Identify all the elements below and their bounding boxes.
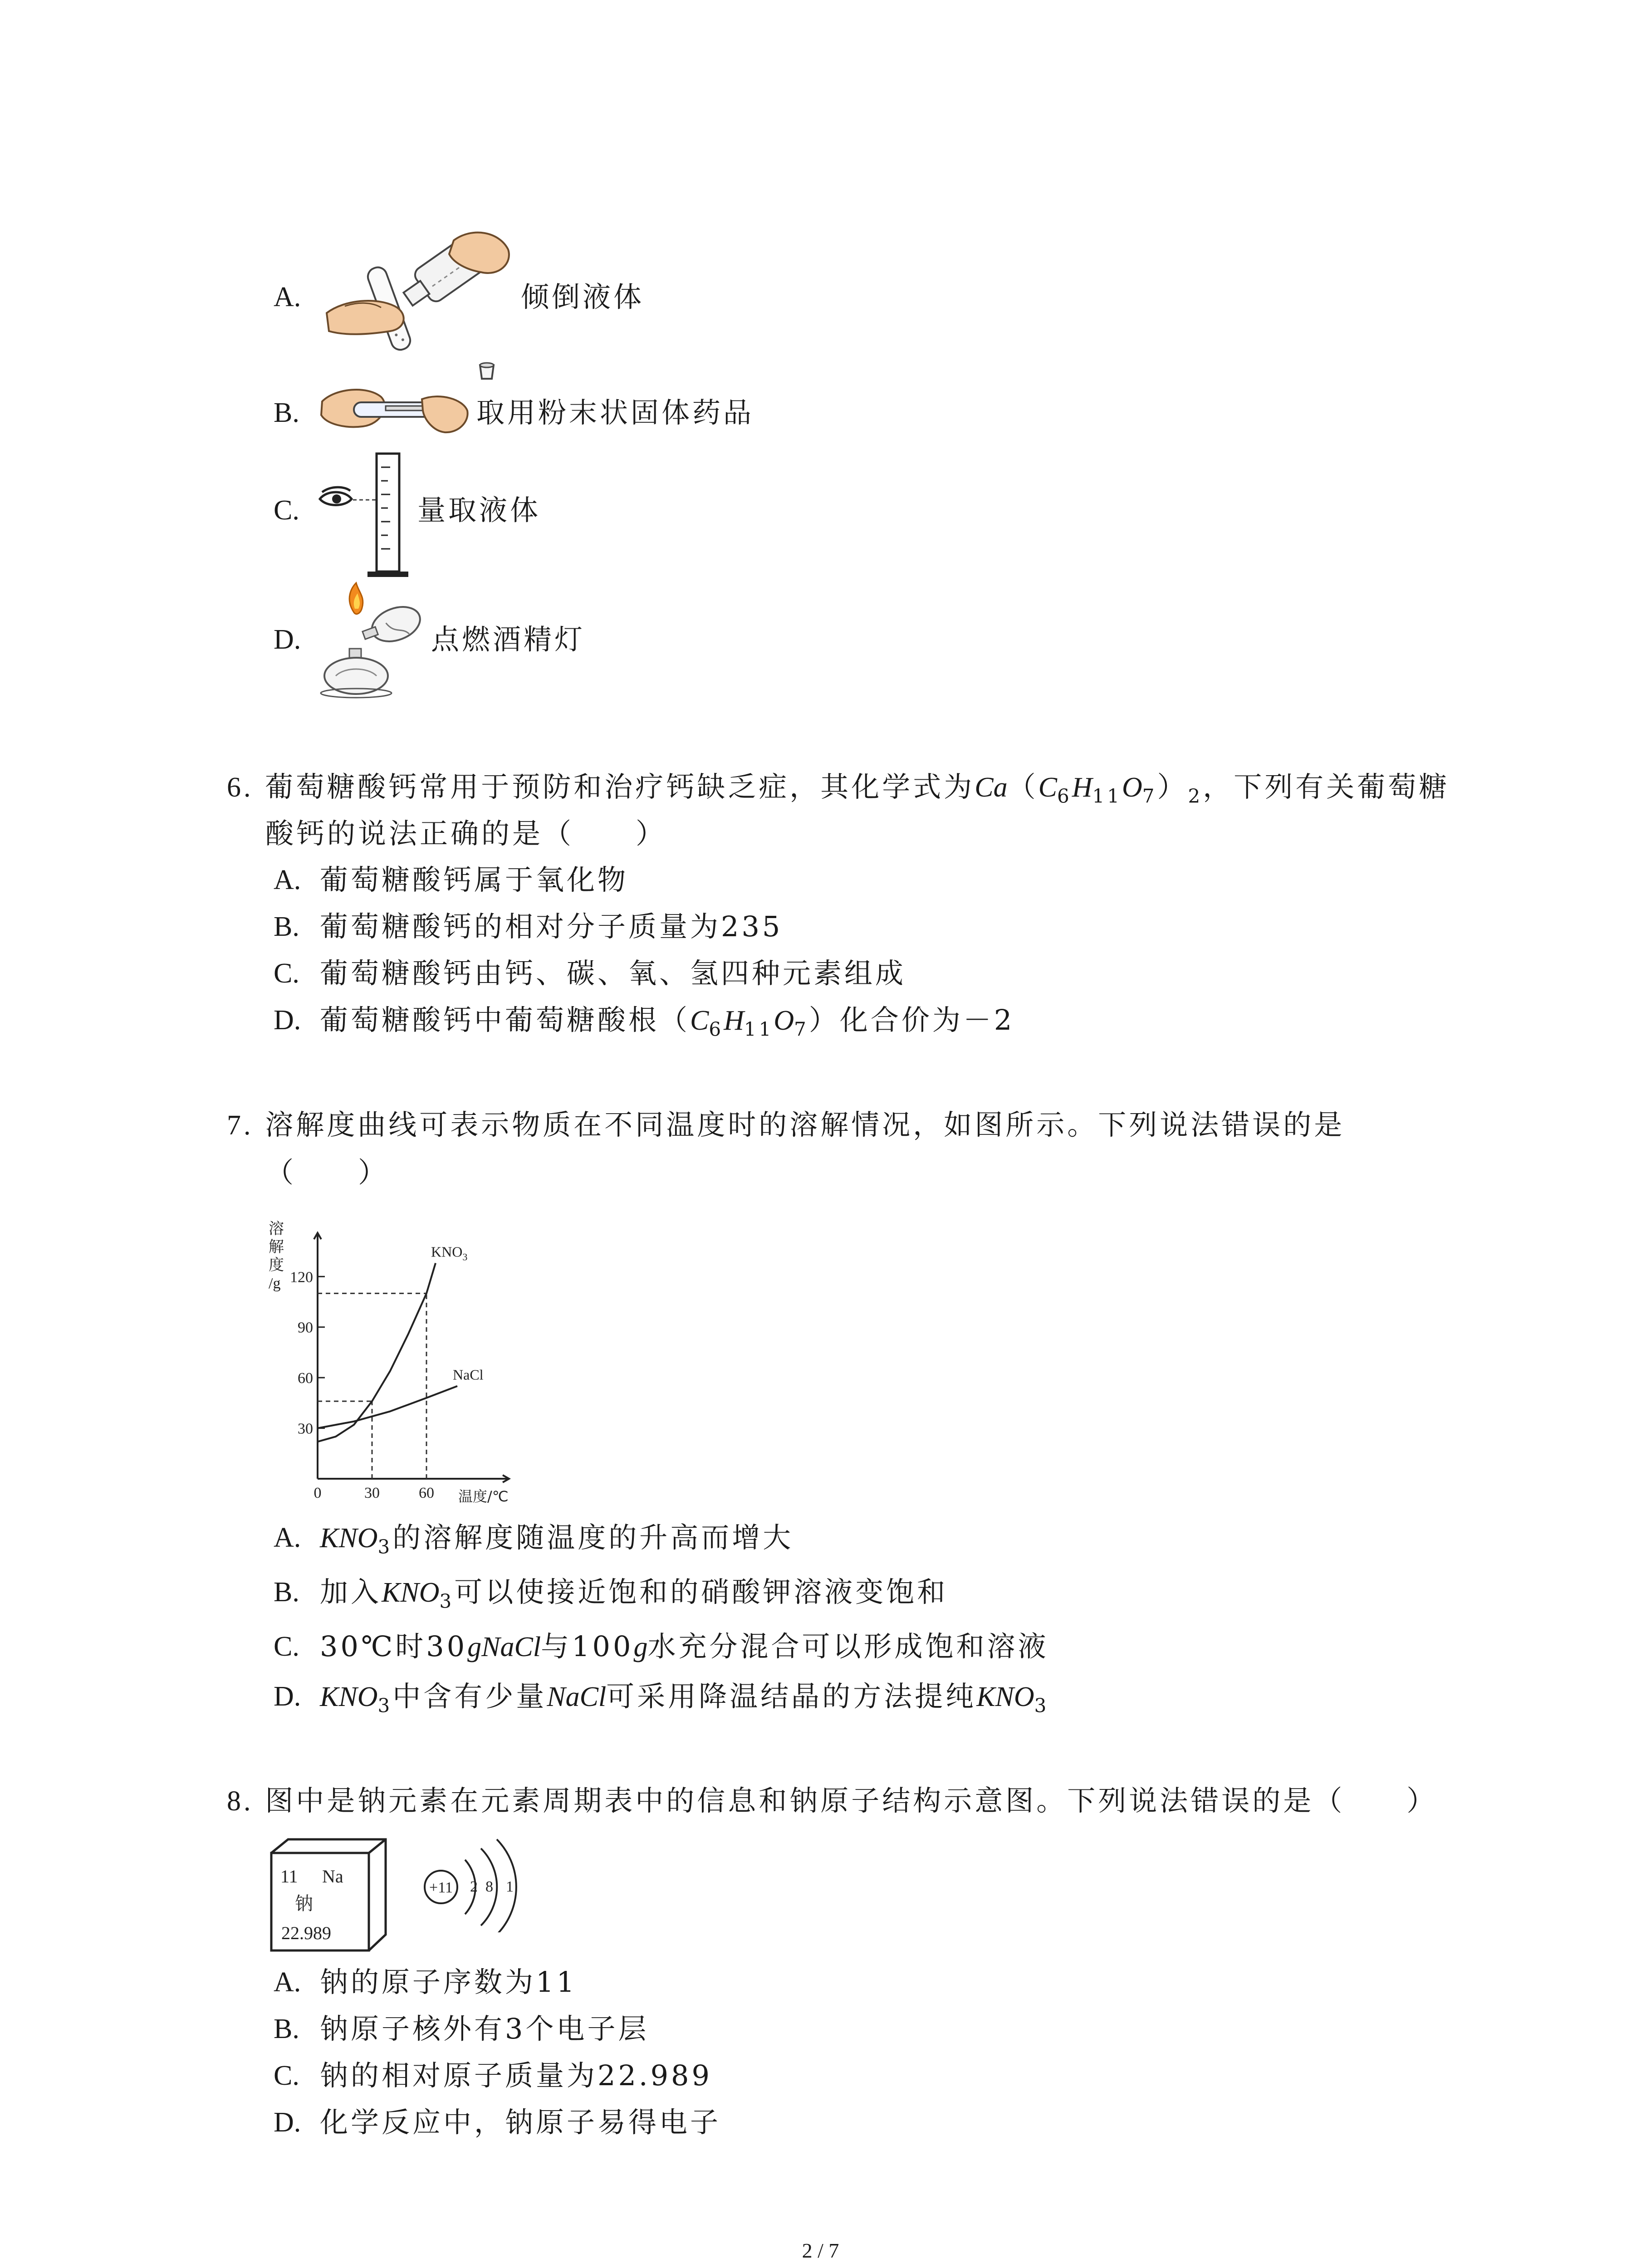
q7-stem-text: 溶解度曲线可表示物质在不同温度时的溶解情况，如图所示。下列说法错误的是 — [265, 1108, 1345, 1141]
formula-sub: 2 — [1188, 785, 1203, 807]
q7-stem-line1 — [227, 1107, 1345, 1144]
q7-stem-line2: （ ） — [265, 1156, 389, 1189]
y-axis-label-char: 溶 — [269, 1221, 284, 1237]
formula-h: H — [1072, 772, 1092, 803]
option-letter: C. — [274, 958, 299, 989]
option-text — [320, 1678, 1049, 1715]
formula-ca: Ca — [975, 772, 1008, 803]
powder-into-test-tube-illustration — [318, 361, 472, 445]
option-text: 倾倒液体 — [521, 280, 645, 313]
x-tick-label: 30 — [364, 1485, 380, 1501]
series-label-kno3: $KNO_3$ — [431, 1243, 468, 1263]
series-label-nacl: NaCl — [453, 1366, 484, 1383]
option-letter: D. — [274, 1681, 301, 1712]
option-letter: A. — [274, 865, 301, 895]
option-text: 钠原子核外有3个电子层 — [320, 2012, 649, 2045]
sodium-atom-structure-diagram — [417, 1828, 531, 1932]
option-letter: B. — [274, 2014, 299, 2044]
option-letter: B. — [274, 397, 299, 428]
formula-kno3: KNO — [382, 1577, 440, 1608]
option-text: 钠的原子序数为11 — [320, 1965, 577, 1999]
y-tick-label: 90 — [298, 1319, 313, 1336]
graduated-cylinder-reading-illustration — [318, 449, 417, 585]
y-axis-label-char: 解 — [269, 1239, 284, 1256]
option-text — [320, 1628, 1048, 1665]
atomic-mass: 22.989 — [281, 1923, 331, 1943]
option-text: 化学反应中，钠原子易得电子 — [320, 2106, 721, 2139]
option-text-part: 中含有少量 — [392, 1680, 547, 1713]
formula-o: O — [1122, 772, 1142, 803]
formula-sub: 6 — [709, 1018, 724, 1041]
formula-kno3: KNO — [320, 1681, 378, 1712]
chart-guides — [318, 1293, 426, 1479]
option-letter: D. — [274, 2107, 301, 2138]
chart-series — [318, 1244, 484, 1442]
option-text: 点燃酒精灯 — [431, 623, 586, 656]
option-letter: B. — [274, 1577, 299, 1608]
page-number: 2 / 7 — [802, 2239, 839, 2262]
option-letter: A. — [274, 1522, 301, 1553]
chart-ticks — [290, 1269, 434, 1501]
option-letter: A. — [274, 1967, 301, 1998]
formula-c: C — [690, 1005, 709, 1036]
formula-sub: 3 — [377, 1694, 393, 1717]
formula-sub: 3 — [439, 1590, 455, 1613]
x-tick-label: 0 — [314, 1485, 322, 1501]
y-axis-label-char: 度 — [269, 1257, 284, 1274]
shell-electrons: 2 — [470, 1878, 478, 1895]
option-text: 量取液体 — [417, 494, 541, 527]
option-text: 葡萄糖酸钙由钙、碳、氧、氢四种元素组成 — [320, 957, 906, 990]
sodium-element-tile — [268, 1837, 390, 1955]
option-text: 葡萄糖酸钙属于氧化物 — [320, 863, 629, 896]
formula-c: C — [1038, 772, 1057, 803]
option-text — [320, 1520, 794, 1556]
element-name: 钠 — [295, 1893, 313, 1914]
x-axis-label: 温度/℃ — [458, 1488, 509, 1505]
question-number: 6. — [227, 772, 254, 803]
stopper-icon — [475, 361, 498, 388]
solubility-curve-chart — [259, 1207, 531, 1510]
option-text-part: 水充分混合可以形成饱和溶液 — [647, 1630, 1049, 1663]
option-text-part: 可采用降温结晶的方法提纯 — [606, 1680, 977, 1713]
y-axis-label-char: /g — [269, 1275, 281, 1292]
question-number: 8. — [227, 1786, 254, 1817]
unit-g: g — [467, 1632, 482, 1662]
formula-kno3: KNO — [976, 1681, 1034, 1712]
shell-electrons: 1 — [506, 1878, 514, 1895]
q6-stem-line2: 酸钙的说法正确的是（ ） — [265, 817, 667, 850]
question-number: 7. — [227, 1110, 254, 1141]
option-letter: C. — [274, 2060, 299, 2091]
atomic-number: 11 — [280, 1866, 298, 1887]
option-text-part: 加入 — [320, 1575, 382, 1608]
q6-stem-text: 葡萄糖酸钙常用于预防和治疗钙缺乏症，其化学式为 — [265, 770, 975, 803]
y-tick-label: 60 — [298, 1370, 313, 1387]
option-letter: C. — [274, 495, 299, 526]
unit-g: g — [633, 1632, 648, 1662]
option-letter: B. — [274, 911, 299, 942]
formula-sub: 6 — [1057, 785, 1072, 807]
pouring-liquid-illustration — [318, 222, 517, 358]
formula-paren: ） — [1157, 770, 1188, 803]
option-text-part: 葡萄糖酸钙中葡萄糖酸根（ — [320, 1003, 691, 1036]
option-letter: C. — [274, 1631, 299, 1662]
option-text: 葡萄糖酸钙的相对分子质量为235 — [320, 910, 783, 943]
y-tick-label: 120 — [290, 1269, 313, 1286]
option-text-part: 30℃时30 — [320, 1630, 468, 1663]
series-line-nacl — [318, 1386, 457, 1428]
formula-nacl: NaCl — [547, 1681, 607, 1712]
nucleus-charge: +11 — [429, 1879, 453, 1896]
option-text-part: 与100 — [541, 1630, 634, 1663]
option-text-part: ）化合价为－2 — [808, 1003, 1015, 1036]
x-tick-label: 60 — [419, 1485, 434, 1501]
option-text: 取用粉末状固体药品 — [476, 396, 754, 429]
option-letter: D. — [274, 624, 301, 655]
formula-sub: 7 — [1142, 785, 1157, 807]
lighting-alcohol-lamp-illustration — [318, 581, 431, 699]
q6-stem-text: ，下列有关葡萄糖 — [1203, 770, 1450, 803]
formula-sub: 3 — [377, 1535, 393, 1558]
option-letter: A. — [274, 282, 301, 313]
formula-nacl: NaCl — [481, 1632, 541, 1662]
formula-sub: 3 — [1034, 1694, 1049, 1717]
option-text-part: 的溶解度随温度的升高而增大 — [392, 1521, 794, 1554]
option-text — [320, 1002, 1014, 1039]
option-text — [320, 1574, 948, 1611]
q8-stem-text: 图中是钠元素在元素周期表中的信息和钠原子结构示意图。下列说法错误的是（ ） — [265, 1784, 1438, 1817]
y-tick-label: 30 — [298, 1420, 313, 1437]
formula-sub: 7 — [794, 1018, 809, 1041]
option-text-part: 可以使接近饱和的硝酸钾溶液变饱和 — [454, 1575, 948, 1608]
shell-electrons: 8 — [485, 1878, 493, 1895]
q8-stem-line1 — [227, 1783, 1437, 1819]
formula-paren: （ — [1007, 770, 1038, 803]
formula-o: O — [774, 1005, 794, 1036]
option-letter: D. — [274, 1005, 301, 1036]
q6-stem-line1 — [227, 769, 1450, 806]
option-text: 钠的相对原子质量为22.989 — [320, 2059, 712, 2092]
formula-sub: 11 — [1092, 785, 1122, 807]
formula-kno3: KNO — [320, 1523, 378, 1554]
formula-sub: 11 — [744, 1018, 774, 1041]
chart-axes — [314, 1233, 509, 1482]
element-symbol: Na — [322, 1866, 343, 1887]
formula-h: H — [724, 1005, 744, 1036]
